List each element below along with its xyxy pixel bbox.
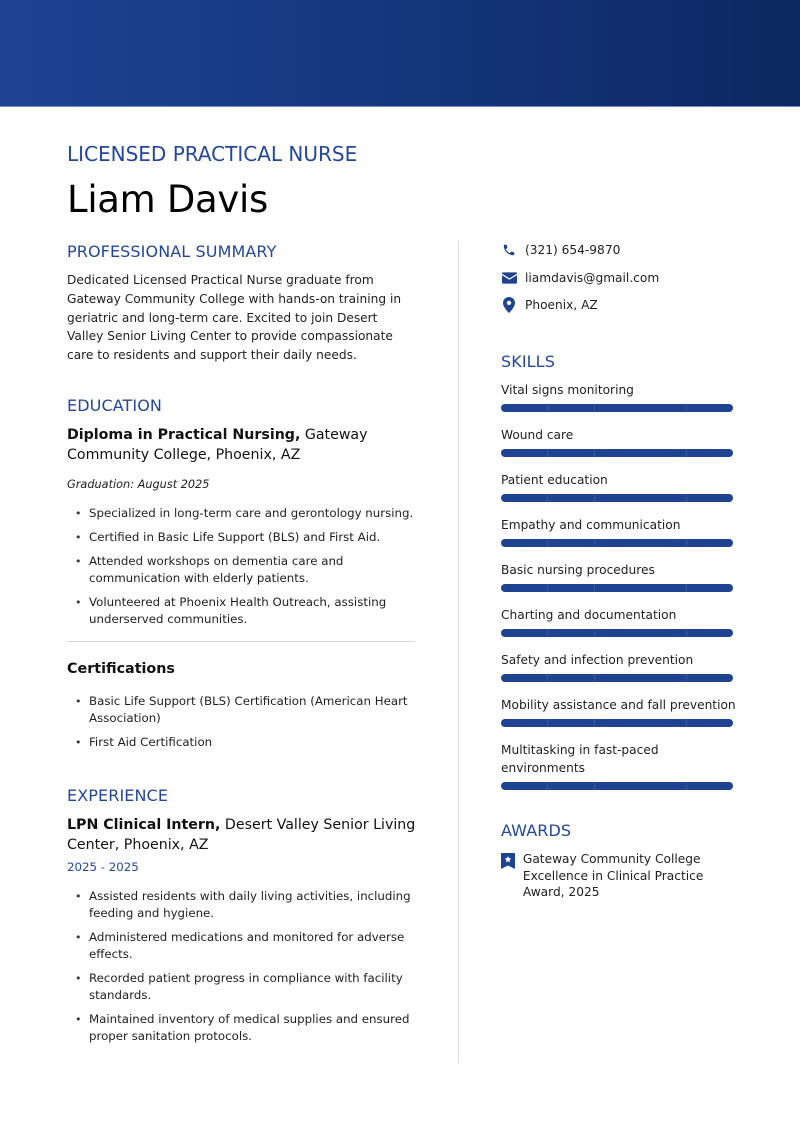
skill-item [501, 426, 736, 457]
education-entry-title [67, 425, 417, 466]
skill-level-bar [501, 404, 733, 412]
phone-number: (321) 654-9870 [525, 243, 621, 257]
skill-level-bar [501, 782, 733, 790]
skill-item [501, 561, 736, 592]
certifications-heading: Certifications [67, 660, 175, 677]
list-item: • Volunteered at Phoenix Health Outreach, assisting underserved communities. [67, 594, 417, 628]
skill-level-bar [501, 629, 733, 637]
award-item [501, 851, 736, 901]
awards-section [501, 820, 736, 901]
skill-level-bar [501, 494, 733, 502]
sidebar-column [501, 241, 736, 901]
skill-label: Mobility assistance and fall prevention [501, 698, 736, 712]
award-ribbon-icon [501, 851, 516, 901]
header-banner [0, 0, 800, 107]
contact-email [501, 269, 736, 287]
title-block [67, 141, 357, 223]
summary-heading: PROFESSIONAL SUMMARY [67, 242, 277, 261]
award-text: Gateway Community College Excellence in Clinical Practice Award, 2025 [522, 852, 704, 899]
degree: Diploma in Practical Nursing, [67, 426, 301, 443]
summary-text: Dedicated Licensed Practical Nurse graduate from Gateway Community College with hands-on training in geriatric and long-term care. Excited to join Desert Valley Senior Living Center to provide compassionate care to residents and support their daily needs. [67, 273, 402, 363]
list-item: • Assisted residents with daily living activities, including feeding and hygiene. [67, 888, 417, 922]
skill-level-bar [501, 719, 733, 727]
skill-label: Empathy and communication [501, 518, 681, 532]
skill-label: Vital signs monitoring [501, 383, 634, 397]
certifications-list [67, 693, 417, 751]
skill-item [501, 696, 736, 727]
skill-level-bar [501, 674, 733, 682]
awards-heading: AWARDS [501, 821, 572, 840]
employer: Desert Valley Senior Living Center, Phoenix, AZ [67, 816, 416, 854]
skill-label: Wound care [501, 428, 574, 442]
skill-item [501, 606, 736, 637]
skills-heading: SKILLS [501, 352, 555, 371]
email-address: liamdavis@gmail.com [525, 270, 660, 285]
education-heading: EDUCATION [67, 395, 162, 415]
job-title: LICENSED PRACTICAL NURSE [67, 142, 358, 166]
certifications-section [67, 659, 417, 751]
candidate-name: Liam Davis [67, 178, 268, 221]
skill-level-bar [501, 584, 733, 592]
list-item: • Recorded patient progress in compliance with facility standards. [67, 970, 417, 1004]
contact-location [501, 296, 736, 314]
experience-bullets [67, 888, 417, 1045]
skill-label: Multitasking in fast-paced environments [501, 743, 659, 775]
contact-block [501, 241, 736, 314]
list-item: • Specialized in long-term care and gerontology nursing. [67, 505, 417, 522]
skill-item [501, 516, 736, 547]
list-item: • Administered medications and monitored for adverse effects. [67, 929, 417, 963]
skill-label: Safety and infection prevention [501, 653, 694, 667]
education-bullets [67, 505, 417, 628]
list-item: • Certified in Basic Life Support (BLS) and First Aid. [67, 529, 417, 546]
skill-item [501, 381, 736, 412]
skill-level-bar [501, 539, 733, 547]
envelope-icon [501, 270, 517, 286]
main-column [67, 241, 417, 1052]
education-section [67, 395, 417, 642]
list-item: • First Aid Certification [67, 734, 417, 751]
skill-label: Basic nursing procedures [501, 563, 655, 577]
experience-entry-title [67, 815, 417, 856]
contact-phone [501, 241, 736, 259]
list-item: • Attended workshops on dementia care and communication with elderly patients. [67, 553, 417, 587]
column-divider [458, 241, 459, 1063]
experience-section [67, 785, 417, 1045]
section-divider [67, 641, 415, 642]
skill-item [501, 471, 736, 502]
skills-section [501, 351, 736, 790]
experience-dates: 2025 - 2025 [67, 859, 139, 874]
list-item: • Maintained inventory of medical supplies and ensured proper sanitation protocols. [67, 1011, 417, 1045]
phone-icon [501, 242, 517, 258]
list-item: • Basic Life Support (BLS) Certification (American Heart Association) [67, 693, 417, 727]
graduation-date: Graduation: August 2025 [67, 477, 210, 491]
summary-section [67, 241, 417, 365]
skill-label: Patient education [501, 473, 608, 487]
location: Phoenix, AZ [525, 298, 598, 312]
experience-heading: EXPERIENCE [67, 785, 169, 805]
skill-item [501, 741, 736, 790]
school: Gateway Community College, Phoenix, AZ [67, 426, 368, 464]
map-pin-icon [501, 297, 517, 313]
skill-item [501, 651, 736, 682]
skill-label: Charting and documentation [501, 608, 677, 622]
skill-level-bar [501, 449, 733, 457]
role: LPN Clinical Intern, [67, 816, 221, 833]
